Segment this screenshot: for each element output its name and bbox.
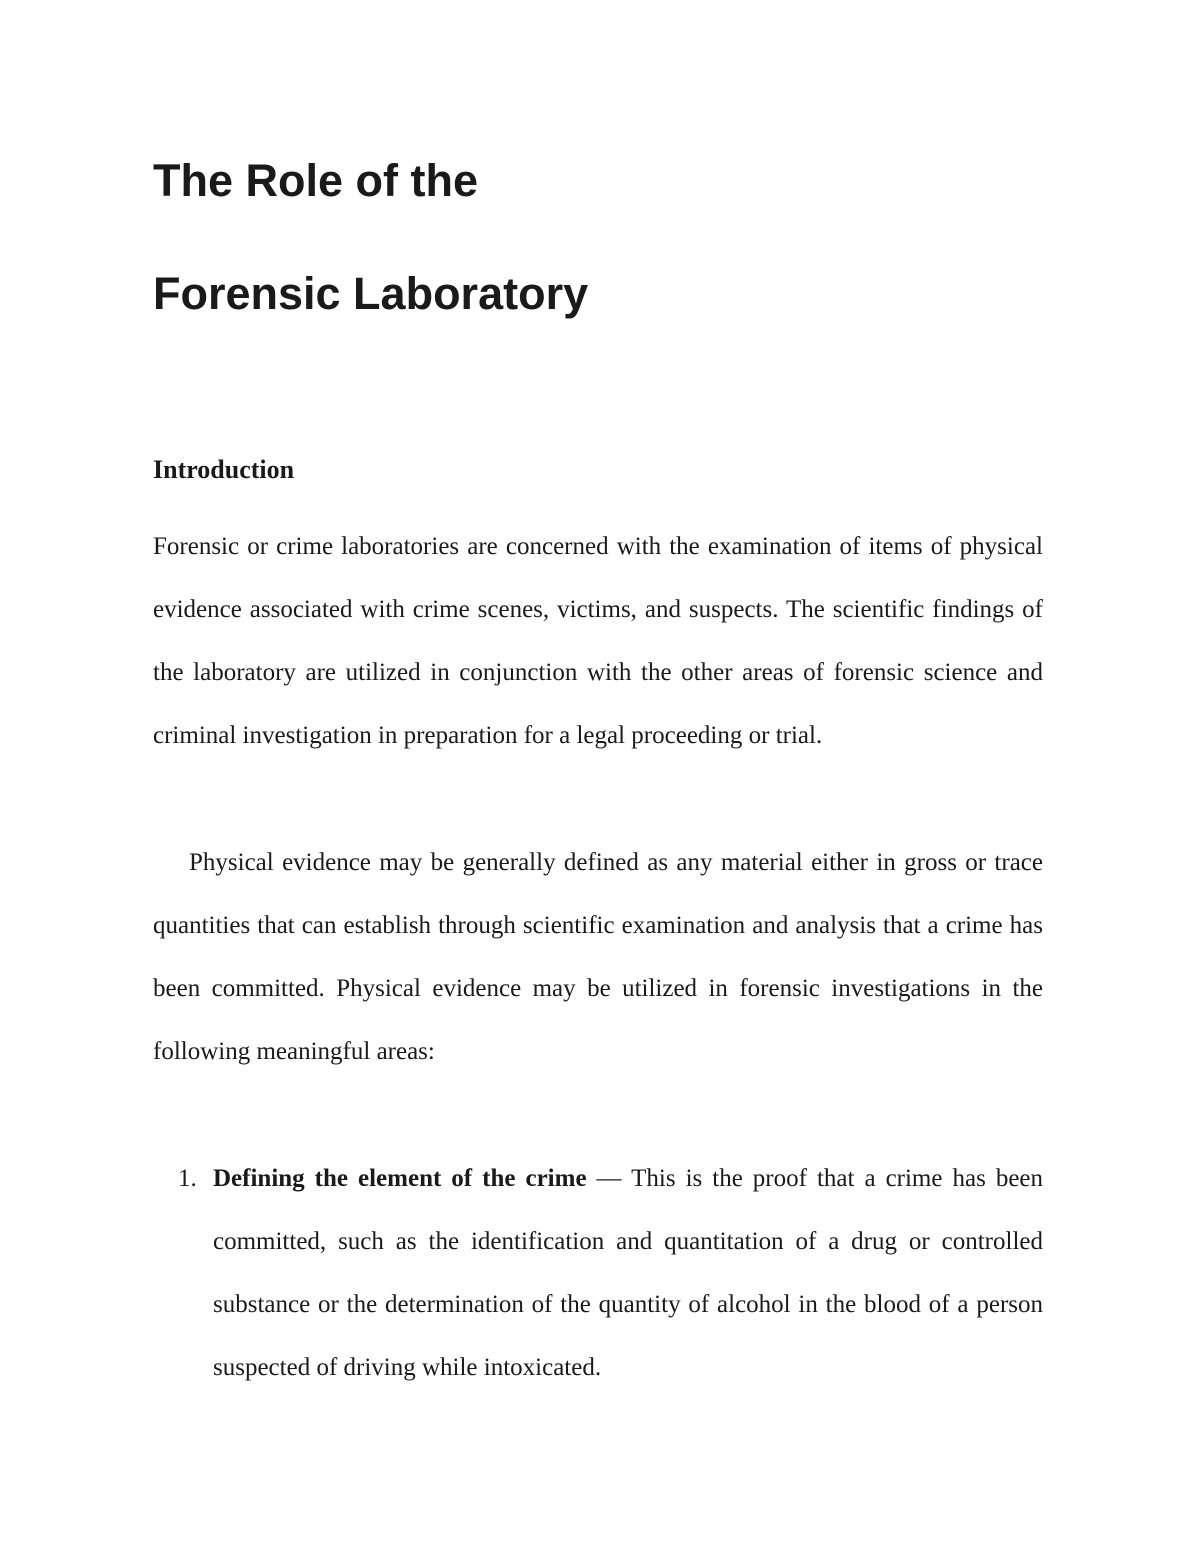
numbered-list [153, 1147, 1043, 1399]
list-item-text: This is the proof that a crime has been committed, such as the identification and quantitation of a drug or controlled substance or the determination of the quantity of alcohol in the blood of a person suspected of driving while intoxicated. [213, 1165, 1044, 1381]
list-item-separator: — [586, 1165, 632, 1192]
paragraph-physical-evidence: Physical evidence may be generally defined as any material either in gross or trace quantities that can establish through scientific examination and analysis that a crime has been committed. Physical evidence may be utilized in forensic investigations in the following meaningful areas: [153, 849, 1043, 1065]
section-heading-introduction: Introduction [153, 455, 295, 484]
list-item-term: Defining the element of the crime [213, 1165, 587, 1192]
document-title-line-2: Forensic Laboratory [153, 268, 589, 319]
list-item [153, 1147, 1043, 1399]
paragraph-intro: Forensic or crime laboratories are concerned with the examination of items of physical evidence associated with crime scenes, victims, and suspects. The scientific findings of the laboratory are utilized in conjunction with the other areas of forensic science and criminal investigation in preparation for a legal proceeding or trial. [153, 533, 1043, 749]
list-item-number: 1. [178, 1165, 197, 1192]
document-title-line-1: The Role of the [153, 155, 478, 206]
